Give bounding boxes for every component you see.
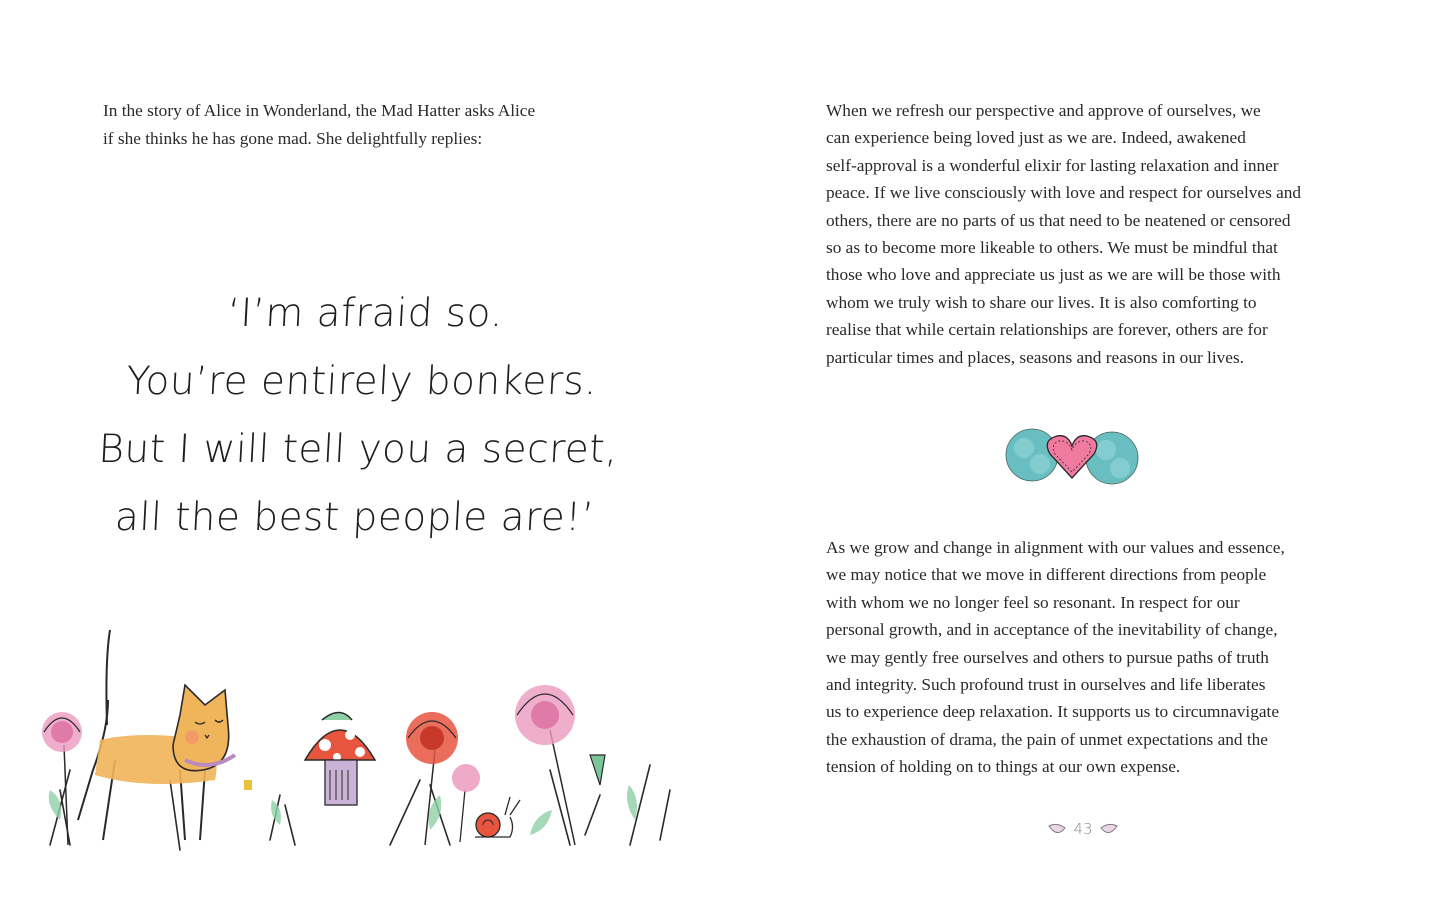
text-line: others, there are no parts of us that need to be neatened or censored (826, 210, 1291, 230)
text-line: those who love and appreciate us just as we are will be those with (826, 265, 1281, 285)
text-line: realise that while certain relationships are forever, others are for (826, 320, 1268, 340)
cat-illustration (78, 630, 252, 840)
heart-flower-ornament (1002, 420, 1142, 490)
quote-line: But I will tell you a secret, (97, 427, 620, 472)
snail-illustration (475, 797, 520, 837)
handwritten-quote (53, 280, 667, 552)
text-line: and integrity. Such profound trust in ourselves and life liberates (826, 675, 1266, 695)
text-line: self-approval is a wonderful elixir for lasting relaxation and inner (826, 155, 1279, 175)
butterfly-icon (1099, 822, 1119, 838)
page-number: 43 (1073, 820, 1093, 838)
text-line: so as to become more likeable to others. We must be mindful that (826, 238, 1278, 258)
mushroom-illustration (305, 713, 375, 806)
text-line: the exhaustion of drama, the pain of unmet expectations and the (826, 729, 1268, 749)
text-line: When we refresh our perspective and approve of ourselves, we (826, 101, 1261, 120)
page-number-folio (1047, 818, 1119, 844)
text-line: particular times and places, seasons and reasons in our lives. (826, 347, 1244, 367)
garden-illustration (30, 620, 690, 860)
text-line: tension of holding on to things at our own expense. (826, 757, 1181, 777)
quote-line: all the best people are!’ (113, 495, 596, 540)
text-line: whom we truly wish to share our lives. It is also comforting to (826, 292, 1257, 312)
body-paragraph-1 (826, 97, 1346, 371)
body-paragraph-2 (826, 534, 1346, 781)
quote-line: ‘I’m afraid so. (226, 291, 505, 336)
text-line: with whom we no longer feel so resonant. In respect for our (826, 592, 1240, 612)
text-line: we may gently free ourselves and others to pursue paths of truth (826, 647, 1269, 667)
flower-illustration-small-pink (452, 764, 480, 842)
flower-illustration-left (42, 712, 82, 845)
text-line: As we grow and change in alignment with our values and essence, (826, 538, 1285, 557)
left-page (0, 0, 722, 914)
intro-line: if she thinks he has gone mad. She delightfully replies: (103, 128, 483, 148)
text-line: we may notice that we move in different directions from people (826, 565, 1267, 585)
text-line: peace. If we live consciously with love and respect for ourselves and (826, 183, 1302, 203)
intro-line: In the story of Alice in Wonderland, the Mad Hatter asks Alice (103, 101, 536, 120)
butterfly-icon (1047, 822, 1067, 838)
text-line: personal growth, and in acceptance of the inevitability of change, (826, 620, 1278, 640)
right-page (722, 0, 1445, 914)
text-line: can experience being loved just as we are. Indeed, awakened (826, 128, 1246, 148)
text-line: us to experience deep relaxation. It supports us to circumnavigate (826, 702, 1279, 722)
flower-illustration-pink (515, 685, 605, 845)
quote-line: You’re entirely bonkers. (125, 359, 599, 404)
intro-paragraph (103, 97, 623, 152)
